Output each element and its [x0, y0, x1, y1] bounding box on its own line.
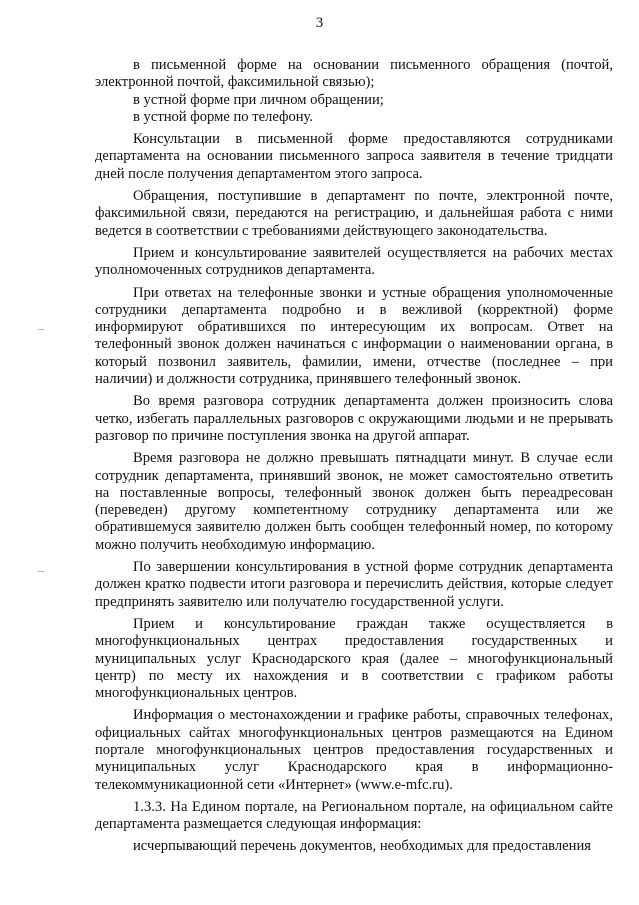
paragraph: Во время разговора сотрудник департамента должен произносить слова четко, избегать параллельных разговоров с окружающими людьми и не прерывать разговор по причине поступления звонка на другой аппарат. — [95, 393, 613, 444]
paragraph: в устной форме по телефону. — [133, 108, 314, 125]
scan-mark — [38, 329, 44, 330]
paragraph: в устной форме при личном обращении; — [133, 91, 384, 108]
paragraph: При ответах на телефонные звонки и устные обращения уполномоченные сотрудники департамента подробно и в вежливой (корректной) форме информируют обратившихся по интересующим их вопросам. Ответ на телефонный звонок должен начинаться с информации о наименовании органа, в который позвонил заявитель, фамилии, имени, отчестве (последнее – при наличии) и должности сотрудника, принявшего телефонный звонок. — [95, 284, 613, 388]
paragraph: Информация о местонахождении и графике работы, справочных телефонах, официальных сайтах многофункциональных центров размещаются на Едином портале многофункциональных центров предоставления государственных и муниципальных услуг Краснодарского края в информационно-телекоммуникационной сети «Интернет» (www.e-mfc.ru). — [95, 707, 613, 793]
paragraph: исчерпывающий перечень документов, необходимых для предоставления — [133, 838, 591, 855]
paragraph: в письменной форме на основании письменного обращения (почтой, электронной почтой, факсимильной связью); — [95, 57, 613, 91]
page-number: 3 — [315, 15, 324, 31]
paragraph: Время разговора не должно превышать пятнадцати минут. В случае если сотрудник департамента, принявший звонок, не может самостоятельно ответить на поставленные вопросы, телефонный звонок должен быть переадресован (переведен) другому компетентному сотруднику департамента или же обратившемуся заявителю должен быть сообщен телефонный номер, по которому можно получить необходимую информацию. — [95, 450, 613, 553]
document-body — [95, 57, 613, 856]
paragraph: 1.3.3. На Едином портале, на Региональном портале, на официальном сайте департамента размещается следующая информация: — [95, 798, 613, 833]
paragraph: Обращения, поступившие в департамент по почте, электронной почте, факсимильной связи, передаются на регистрацию, и дальнейшая работа с ними ведется в соответствии с требованиями действующего законодательства. — [95, 188, 613, 239]
scan-mark — [38, 571, 44, 572]
paragraph: Консультации в письменной форме предоставляются сотрудниками департамента на основании письменного запроса заявителя в течение тридцати дней после получения департаментом этого запроса. — [95, 131, 613, 182]
paragraph: Прием и консультирование граждан также осуществляется в многофункциональных центрах предоставления государственных и муниципальных услуг Краснодарского края (далее – многофункциональный центр) по месту их нахождения и в соответствии с графиком работы многофункциональных центров. — [95, 615, 613, 702]
paragraph: Прием и консультирование заявителей осуществляется на рабочих местах уполномоченных сотрудников департамента. — [95, 244, 613, 279]
paragraph: По завершении консультирования в устной форме сотрудник департамента должен кратко подвести итоги разговора и перечислить действия, которые следует предпринять заявителю или получателю государственной услуги. — [95, 559, 613, 610]
